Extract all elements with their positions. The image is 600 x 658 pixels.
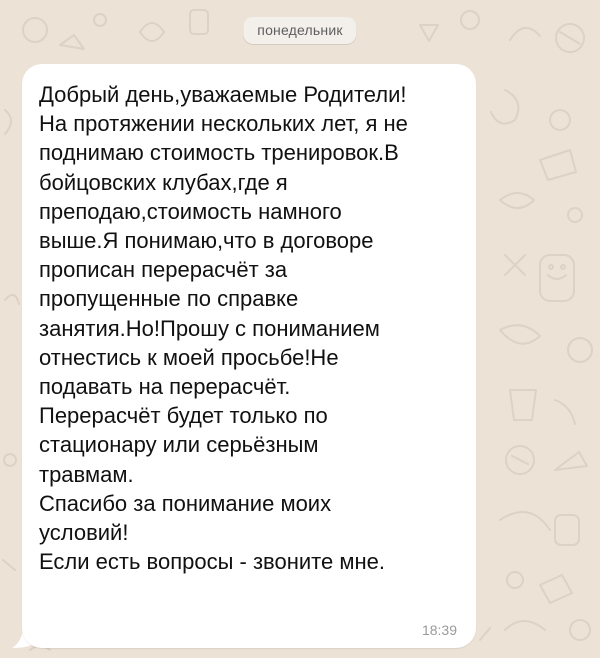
message-text: Добрый день,уважаемые Родители! На протяжении нескольких лет, я не поднимаю стоимость тренировок.В бойцовских клубах,где я преподаю,стоимость намного выше.Я понимаю,что в договоре прописан перерасчёт за пропущенные по справке занятия.Но!Прошу с пониманием отнестись к моей просьбе!Не подавать на перерасчёт. Перерасчёт будет только по стационару или серьёзным травмам. Спасибо за понимание моих условий! Если есть вопросы - звоните мне.: [39, 82, 408, 575]
date-separator: понедельник: [243, 17, 356, 44]
message-timestamp: 18:39: [421, 622, 457, 638]
incoming-message-bubble[interactable]: [22, 64, 476, 648]
